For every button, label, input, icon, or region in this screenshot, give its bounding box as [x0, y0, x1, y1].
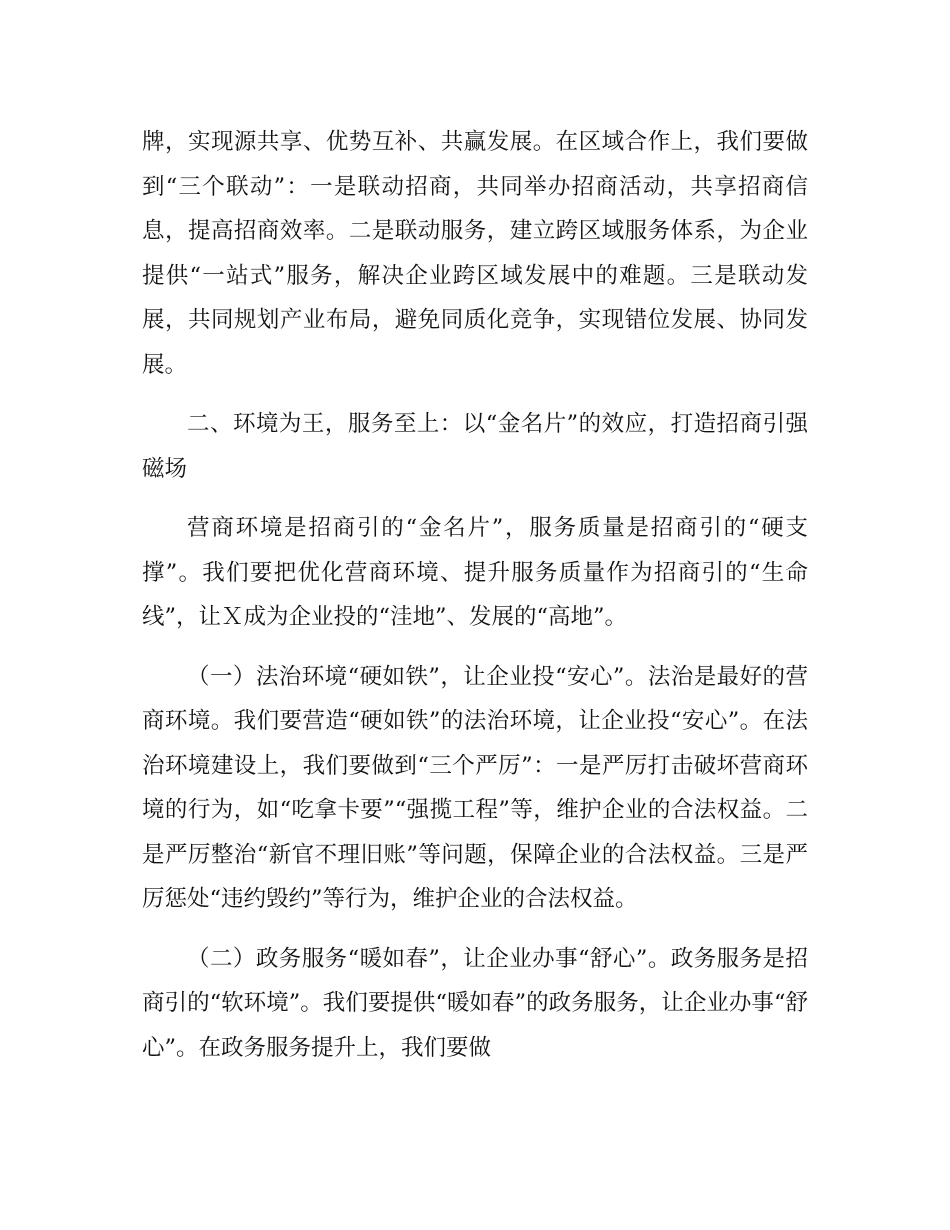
- paragraph-government-service: （二）政务服务“暖如春”，让企业办事“舒心”。政务服务是招商引的“软环境”。我们要提供“暖如春”的政务服务，让企业办事“舒心”。在政务服务提升上，我们要做: [142, 945, 808, 1061]
- document-body: [142, 120, 808, 1070]
- paragraph-regional-linkage: 牌，实现源共享、优势互补、共赢发展。在区域合作上，我们要做到“三个联动”：一是联动招商，共同举办招商活动，共享招商信息，提高招商效率。二是联动服务，建立跨区域服务体系，为企业提供“一站式”服务，解决企业跨区域发展中的难题。三是联动发展，共同规划产业布局，避免同质化竞争，实现错位发展、协同发展。: [142, 129, 808, 378]
- section-heading-environment: 二、环境为王，服务至上：以“金名片”的效应，打造招商引强磁场: [142, 411, 808, 482]
- paragraph-business-environment: 营商环境是招商引的“金名片”，服务质量是招商引的“硬支撑”。我们要把优化营商环境、提升服务质量作为招商引的“生命线”，让Ｘ成为企业投的“洼地”、发展的“高地”。: [142, 515, 808, 630]
- paragraph-rule-of-law: （一）法治环境“硬如铁”，让企业投“安心”。法治是最好的营商环境。我们要营造“硬如铁”的法治环境，让企业投“安心”。在法治环境建设上，我们要做到“三个严厉”：一是严厉打击破坏营商环境的行为，如“吃拿卡要”“强揽工程”等，维护企业的合法权益。二是严厉整治“新官不理旧账”等问题，保障企业的合法权益。三是严厉惩处“违约毁约”等行为，维护企业的合法权益。: [142, 663, 808, 912]
